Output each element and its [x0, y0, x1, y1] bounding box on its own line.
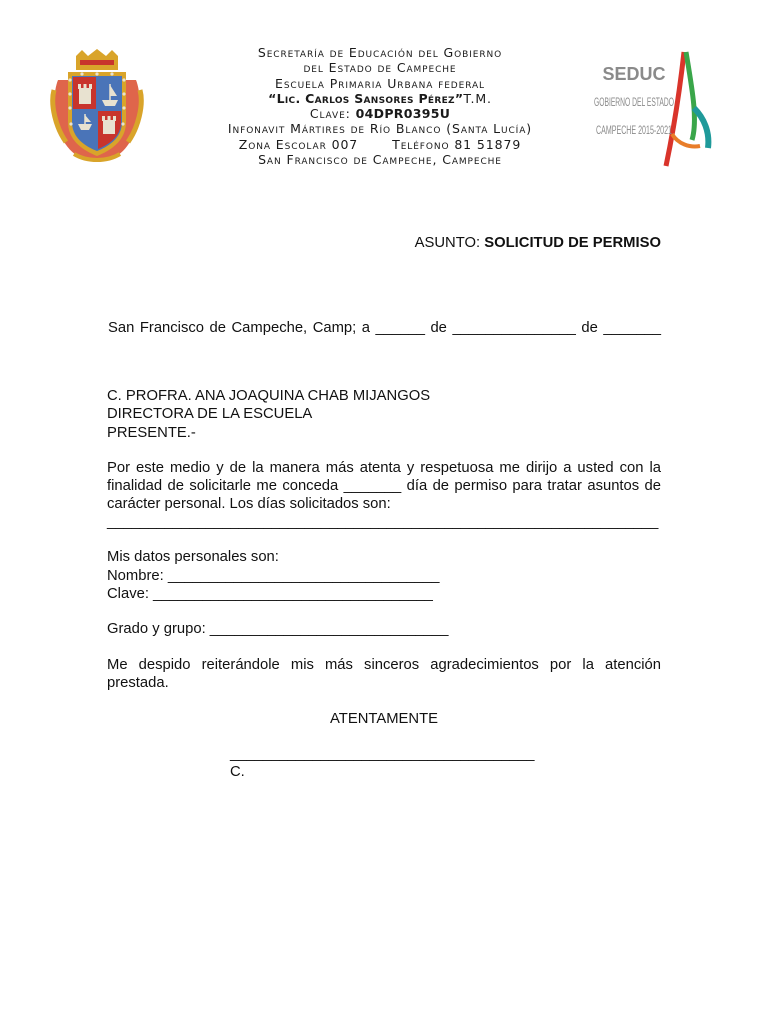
key-field: Clave: __________________________________ — [107, 585, 433, 602]
seduc-title: SEDUC — [602, 64, 666, 84]
recipient-title: DIRECTORA DE LA ESCUELA — [107, 406, 313, 422]
campeche-coat-of-arms-logo — [52, 50, 142, 165]
letterhead-line-estado: del Estado de Campeche — [303, 60, 457, 76]
letterhead-line-clave — [190, 106, 570, 121]
body-line-3: carácter personal. Los días solicitados son: — [107, 496, 391, 512]
subject-line — [415, 234, 661, 252]
personal-data-intro: Mis datos personales son: — [107, 549, 279, 565]
sign-off: ATENTAMENTE — [330, 710, 438, 727]
letterhead-line-address: Infonavit Mártires de Río Blanco (Santa Lucía) — [227, 121, 533, 137]
subject-value: SOLICITUD DE PERMISO — [484, 235, 661, 251]
school-zone: Zona Escolar 007 — [238, 136, 359, 152]
school-phone: Teléfono 81 51879 — [392, 136, 522, 152]
grade-group-field: Grado y grupo: _____________________________ — [107, 621, 449, 637]
clave-label: Clave: — [309, 106, 356, 122]
signature-prefix: C. — [230, 764, 245, 780]
letterhead-line-school-name — [190, 91, 570, 106]
body-line-2: finalidad de solicitarle me conceda _______ día de permiso para tratar asuntos de — [107, 478, 661, 494]
letterhead-line-escuela: Escuela Primaria Urbana federal — [275, 75, 485, 91]
seduc-logo — [582, 48, 720, 166]
recipient-present: PRESENTE.- — [107, 424, 196, 441]
letterhead — [190, 45, 570, 167]
date-line: San Francisco de Campeche, Camp; a ______ de _______________ de _______ — [108, 320, 661, 336]
subject-label: ASUNTO: — [414, 235, 485, 251]
letterhead-line-zone-phone — [190, 137, 570, 152]
school-shift: T.M. — [463, 90, 492, 106]
closing-line-1: Me despido reiterándole mis más sinceros agradecimientos por la atención — [107, 657, 661, 673]
clave-code: 04DPR0395U — [355, 106, 451, 122]
name-field: Nombre: _________________________________ — [107, 567, 440, 584]
school-name: “Lic. Carlos Sansores Pérez” — [268, 90, 464, 106]
seduc-subtitle-line2: CAMPECHE 2015-2021 — [596, 123, 673, 137]
closing-line-2: prestada. — [107, 675, 169, 691]
requested-days-blank: ___________________________________________________________________ — [107, 514, 659, 530]
recipient-name: C. PROFRA. ANA JOAQUINA CHAB MIJANGOS — [107, 388, 431, 404]
signature-line: _____________________________________ — [230, 746, 535, 762]
seduc-subtitle-line1: GOBIERNO DEL ESTADO — [594, 95, 674, 109]
body-line-1: Por este medio y de la manera más atenta y respetuosa me dirijo a usted con la — [107, 460, 661, 476]
letterhead-line-secretaria: Secretaría de Educación del Gobierno — [257, 45, 503, 60]
letterhead-line-city: San Francisco de Campeche, Campeche — [258, 152, 502, 168]
